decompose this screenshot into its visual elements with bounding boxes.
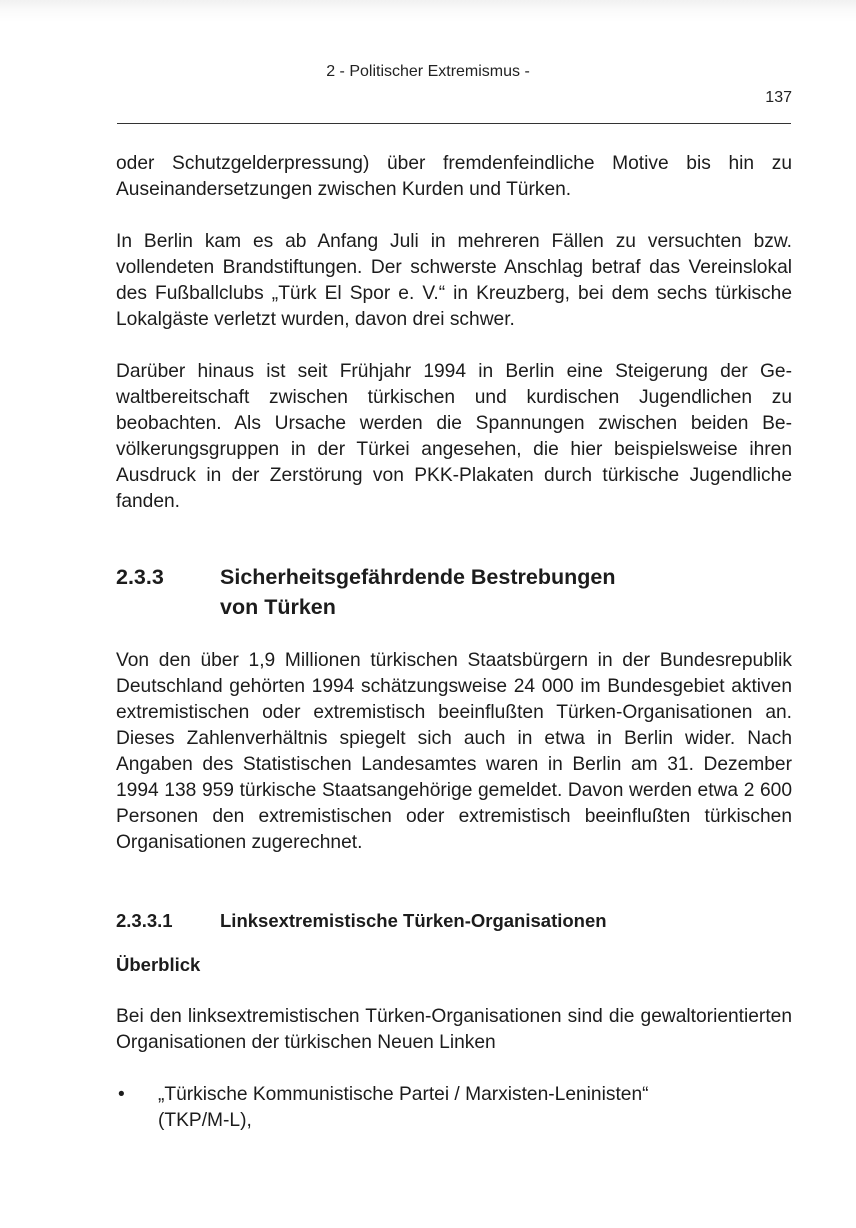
- body-text: [116, 151, 792, 1134]
- list-item: [116, 1082, 792, 1134]
- section-number: 2.3.3: [116, 565, 164, 589]
- paragraph-1: oder Schutzgelderpressung) über fremdenfeindliche Motive bis hin zu Auseinandersetzungen zwischen Kurden und Türken.: [116, 153, 792, 200]
- paragraph-4: Von den über 1,9 Millionen türkischen Staatsbürgern in der Bundesrepublik Deutschland gehörten 1994 schätzungsweise 24 000 im Bundesgebiet aktiven extremistischen oder extremistisch beeinflußten Türken-Organisationen an. Dieses Zahlenverhältnis spiegelt sich auch in etwa in Berlin wider. Nach Angaben des Statistischen Landesamtes waren in Berlin am 31. Dezember 1994 138 959 türkische Staatsangehörige gemeldet. Davon werden etwa 2 600 Personen den extremistischen oder extremistisch beeinflußten türkischen Organisationen zugerechnet.: [116, 650, 792, 853]
- section-title-line-2: von Türken: [220, 595, 336, 619]
- page-number: 137: [765, 89, 792, 106]
- header-rule: [117, 123, 791, 124]
- section-title-line-1: Sicherheitsgefährdende Bestrebungen: [220, 565, 616, 589]
- list-item-text: [158, 1082, 792, 1134]
- overview-heading: Überblick: [116, 954, 201, 975]
- list-item-line-1: „Türkische Kommunistische Partei / Marxisten-Leninisten“: [158, 1084, 649, 1105]
- paragraph-2: In Berlin kam es ab Anfang Juli in mehreren Fällen zu versuchten bzw. vollendeten Brandstiftungen. Der schwerste Anschlag betraf das Vereinslokal des Fußballclubs „Türk El Spor e. V.“ in Kreuzberg, bei dem sechs türkische Lokalgäste verletzt wurden, davon drei schwer.: [116, 231, 792, 330]
- section-heading-2-3-3-1: [116, 908, 792, 934]
- subsection-title: Linksextremistische Türken-Organisationen: [220, 910, 607, 931]
- section-title: [220, 562, 792, 622]
- bullet-marker: •: [118, 1084, 125, 1105]
- paragraph-3: Darüber hinaus ist seit Frühjahr 1994 in Berlin eine Steigerung der Gewaltbereitschaft zwischen türkischen und kurdischen Jugendlichen zu beobachten. Als Ursache werden die Spannungen zwischen beiden Bevölkerungsgruppen in der Türkei angesehen, die hier beispielsweise ihren Ausdruck in der Zerstörung von PKK-Plakaten durch türkische Jugendliche fanden.: [116, 361, 792, 512]
- running-header: 2 - Politischer Extremismus -: [326, 63, 530, 80]
- list-item-line-2: (TKP/M-L),: [158, 1110, 252, 1131]
- subsection-number: 2.3.3.1: [116, 910, 173, 931]
- paragraph-5: Bei den linksextremistischen Türken-Organisationen sind die gewaltorientierten Organisationen der türkischen Neuen Linken: [116, 1006, 792, 1053]
- section-heading-2-3-3: [116, 562, 792, 622]
